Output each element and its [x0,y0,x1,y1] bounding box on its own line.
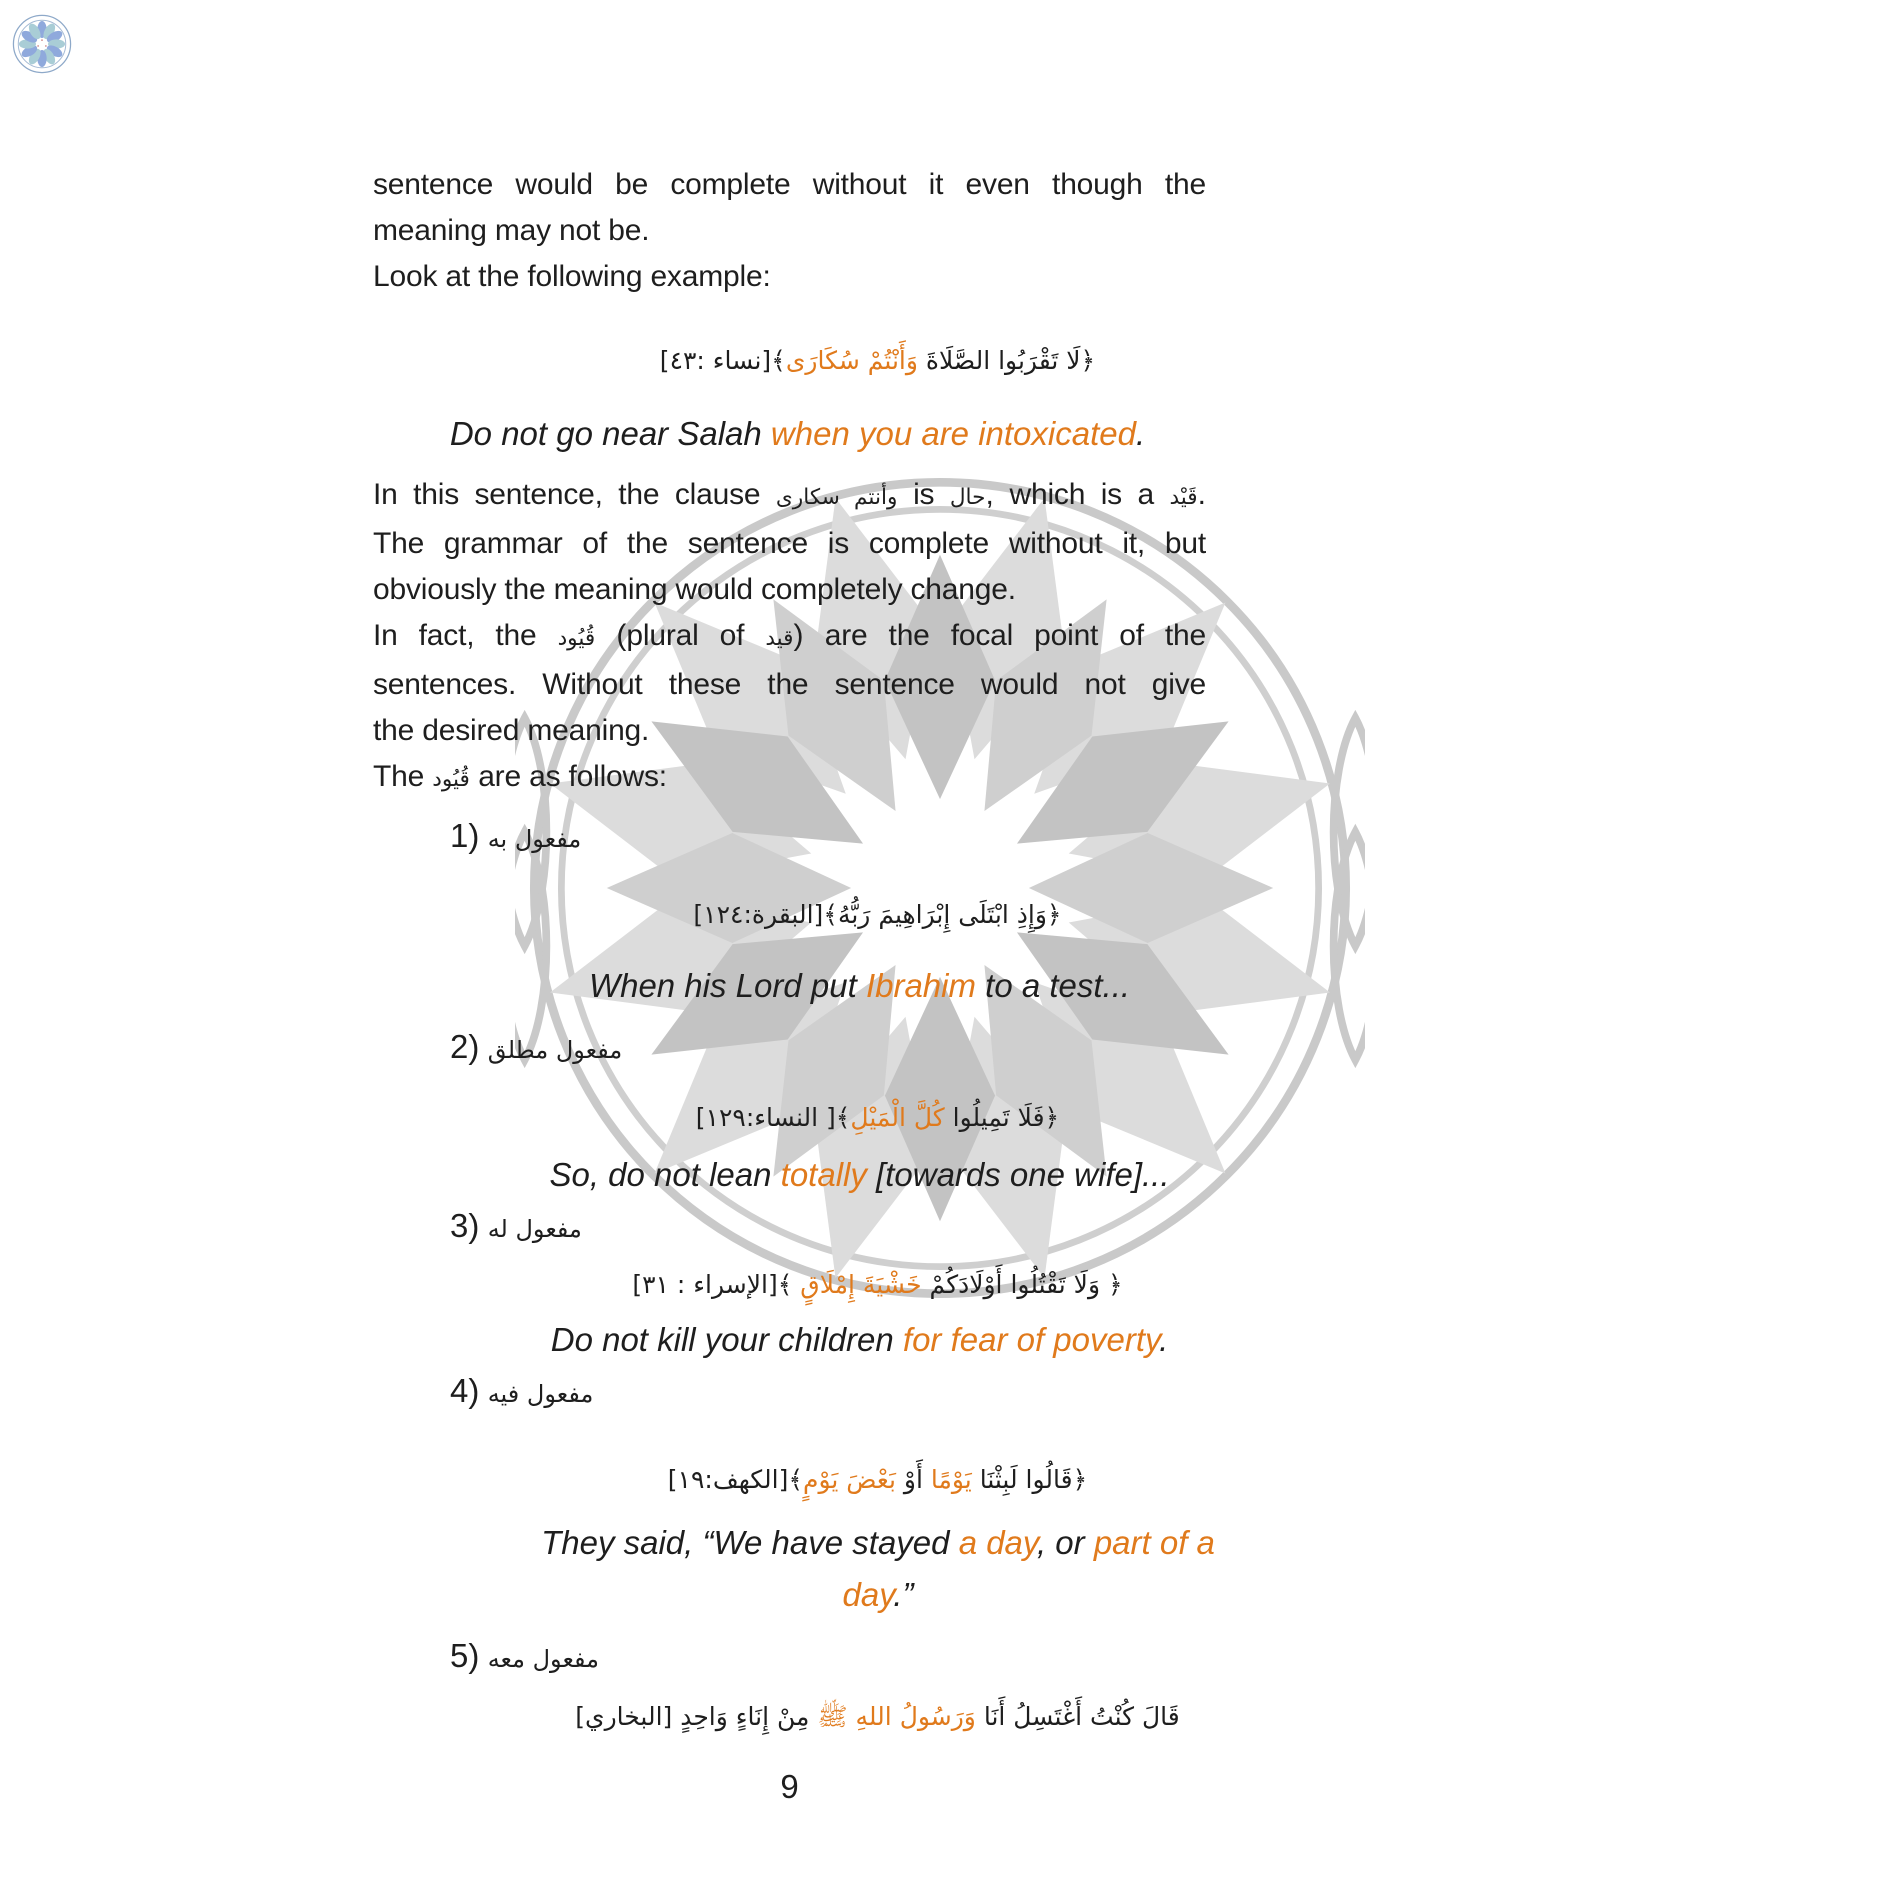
verse-highlight: يَوْمًا [930,1465,972,1494]
body-text-line: In fact, the قُيُود (plural of قيد) are the focal point of the [373,619,1207,652]
inline-arabic: قُيُود [432,767,470,792]
logo-petals [19,21,65,67]
inline-arabic: وأنتم سكارى [775,485,898,510]
quran-verse-kahf-19: ﴿قَالُوا لَبِثْنَا يَوْمًا أَوْ بَعْضَ يَوْمٍ﴾[الكهف:١٩] [667,1465,1088,1494]
verse-highlight: وَأَنْتُمْ سُكَارَى [785,346,918,375]
list-item-label [450,811,1206,864]
item-number: 3) [450,1207,480,1244]
list-intro [373,754,1206,803]
body-text-line: sentence would be complete without it even though the [373,168,1206,201]
verse-translation: Do not kill your children for fear of poverty. [550,1321,1169,1358]
list-item-label [450,1201,1206,1254]
item-number: 2) [450,1028,480,1065]
translation-highlight: part of a day [842,1524,1215,1613]
flower-rosette-logo-icon [11,12,73,76]
verse-highlight: كُلَّ الْمَيْلِ [850,1103,945,1132]
translation-highlight: for fear of poverty [902,1321,1160,1358]
translation-highlight: Ibrahim [865,967,976,1004]
item-number: 5) [450,1637,480,1674]
body-text-line: obviously the meaning would completely change. [373,573,1016,606]
body-text-line: Look at the following example: [373,260,771,293]
hadith-bukhari: قَالَ كُنْتُ أَغْتَسِلُ أَنَا وَرَسُولُ اللهِ ﷺ مِنْ إِنَاءٍ وَاحِدٍ [البخاري] [575,1702,1180,1731]
body-text-line: the desired meaning. [373,714,650,747]
body-text-line: sentences. Without these the sentence would not give [373,668,1206,701]
quran-verse-nisa-43: ﴿لَا تَقْرَبُوا الصَّلَاةَ وَأَنْتُمْ سُكَارَى﴾[نساء :٤٣] [659,346,1096,375]
translation-highlight: when you are intoxicated [770,415,1136,452]
item-arabic-term: مفعول فيه [487,1380,594,1408]
list-item-label [450,1366,1206,1419]
verse-translation: They said, “We have stayed a day, or part of a day.” [541,1524,1215,1613]
verse-translation: So, do not lean totally [towards one wife]... [549,1156,1170,1193]
inline-arabic: حال [949,485,986,510]
inline-arabic: قُيُود [557,626,596,651]
item-arabic-term: مفعول له [487,1215,582,1243]
body-text-line: In this sentence, the clause وأنتم سكارى is حال, which is a قَيْد. [373,478,1206,511]
inline-arabic: قيد [765,626,794,651]
quran-verse-nisa-129: ﴿فَلَا تَمِيلُوا كُلَّ الْمَيْلِ﴾[ النساء:١٢٩] [695,1103,1060,1132]
body-text-line: meaning may not be. [373,214,650,247]
item-number: 4) [450,1372,480,1409]
paragraph-fact [373,613,1206,754]
quran-verse-isra-31: ﴿ وَلَا تَقْتُلُوا أَوْلَادَكُمْ خَشْيَةَ إِمْلَاقٍ ﴾[الإسراء : ٣١] [632,1270,1123,1299]
translation-highlight: totally [780,1156,867,1193]
verse-highlight: خَشْيَةَ إِمْلَاقٍ [800,1270,922,1299]
verse-highlight: بَعْضَ يَوْمٍ [803,1465,896,1494]
body-text-line: The grammar of the sentence is complete without it, but [373,527,1206,560]
verse-translation: When his Lord put Ibrahim to a test... [588,967,1131,1004]
verse-translation: Do not go near Salah when you are intoxicated. [449,415,1146,452]
page-number: 9 [780,1768,799,1805]
paragraph-intro [373,162,1206,300]
page-body [373,162,1215,1810]
hadith-highlight: وَرَسُولُ اللهِ ﷺ [817,1702,976,1731]
item-arabic-term: مفعول به [487,825,582,853]
quran-verse-baqarah-124: ﴿وَإِذِ ابْتَلَى إِبْرَاهِيمَ رَبُّهُ﴾[البقرة:١٢٤] [693,900,1062,929]
body-text-line: The قُيُود are as follows: [373,760,667,793]
item-number: 1) [450,817,480,854]
item-arabic-term: مفعول معه [487,1645,600,1673]
inline-arabic: قَيْد [1169,485,1198,510]
list-item-label [450,1022,1206,1075]
item-arabic-term: مفعول مطلق [487,1036,623,1064]
translation-highlight: a day [958,1524,1037,1561]
list-item-label [450,1631,1206,1684]
paragraph-analysis [373,472,1206,613]
